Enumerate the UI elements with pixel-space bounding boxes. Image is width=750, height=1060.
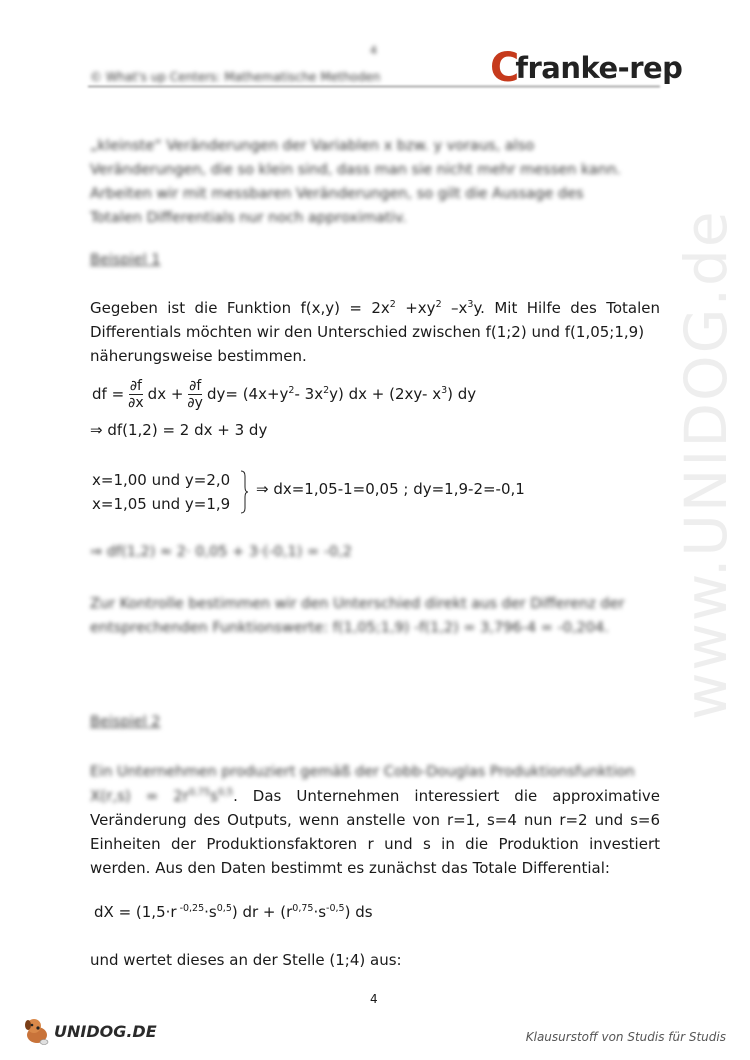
unidog-logo bbox=[22, 1016, 157, 1046]
partial-fx-fraction: $\frac{\partial f}{\partial x}$ bbox=[128, 377, 144, 411]
right-brace-icon bbox=[240, 470, 248, 514]
beispiel2-line3: Veränderung des Outputs, wenn anstelle von r=1, s=4 nun r=2 und s=6 bbox=[90, 811, 660, 829]
beispiel2-line1: Ein Unternehmen produziert gemäß der Cobb-Douglas Produktionsfunktion bbox=[90, 764, 635, 780]
beispiel2-title: Beispiel 2 bbox=[90, 714, 161, 730]
intro-line: Arbeiten wir mit messbaren Veränderungen, so gilt die Aussage des bbox=[90, 186, 584, 202]
intro-line: Totalen Differentials nur noch approximativ. bbox=[90, 210, 407, 226]
check-paragraph bbox=[90, 592, 660, 640]
franke-rep-logo bbox=[490, 45, 683, 91]
system-line: x=1,05 und y=1,9 bbox=[92, 495, 231, 513]
header-page-mark: 4 bbox=[370, 44, 377, 57]
beispiel1-line1: Gegeben ist die Funktion $f(x,y) = 2x^2 +xy^2$ $-x^3y$. Mit Hilfe des Totalen bbox=[90, 299, 660, 317]
logo-text: franke-rep bbox=[515, 51, 683, 85]
df-dx: dx + bbox=[147, 385, 184, 403]
header-source-text: © What's up Centers: Mathematische Methoden bbox=[90, 70, 381, 84]
footer-brand: UNIDOG.DE bbox=[54, 1021, 157, 1041]
dX-formula: dX = (1,5·r $^{-0,25}\cdot s^{0,5}$) dr + $(r^{0,75}\cdot s^{-0,5})$ ds bbox=[94, 903, 373, 921]
dog-icon bbox=[22, 1016, 52, 1046]
beispiel1-line2: Differentials möchten wir den Unterschied zwischen f(1;2) und f(1,05;1,9) bbox=[90, 323, 645, 341]
system-result: ⇒ dx=1,05-1=0,05 ; dy=1,9-2=-0,1 bbox=[256, 480, 525, 498]
partial-fy-fraction: $\frac{\partial f}{\partial y}$ bbox=[187, 377, 203, 411]
approx-line: ⇒ df(1,2) ≈ 2· 0,05 + 3·(-0,1) = -0,2 bbox=[90, 544, 353, 560]
check-line: entsprechenden Funktionswerte: f(1,05;1,9) -f(1,2) = 3,796-4 = -0,204. bbox=[90, 620, 609, 636]
beispiel2-line2: $X(r,s) = 2r^{0,75}s^{0,5}$. Das Unternehmen interessiert die approximative bbox=[90, 787, 660, 805]
logo-c-mark: C bbox=[490, 45, 520, 91]
beispiel2-line5: werden. Aus den Daten bestimmt es zunächst das Totale Differential: bbox=[90, 859, 610, 877]
beispiel2-last-line: und wertet dieses an der Stelle (1;4) aus: bbox=[90, 951, 402, 969]
beispiel1-title: Beispiel 1 bbox=[90, 252, 161, 268]
beispiel1-intro bbox=[90, 296, 660, 368]
intro-line: Veränderungen, die so klein sind, dass man sie nicht mehr messen kann. bbox=[90, 162, 622, 178]
df-dy: dy bbox=[206, 385, 226, 403]
system-line: x=1,00 und y=2,0 bbox=[92, 471, 231, 489]
footer-slogan: Klausurstoff von Studis für Studis bbox=[525, 1030, 726, 1044]
intro-line: „kleinste“ Veränderungen der Variablen x bzw. y voraus, also bbox=[90, 138, 535, 154]
check-line: Zur Kontrolle bestimmen wir den Unterschied direkt aus der Differenz der bbox=[90, 596, 625, 612]
watermark: www.UNIDOG.de bbox=[672, 209, 740, 720]
implies-line: ⇒ df(1,2) = 2 dx + 3 dy bbox=[90, 421, 268, 439]
beispiel2-paragraph bbox=[90, 784, 660, 880]
beispiel2-line4: Einheiten der Produktionsfaktoren r und s in die Produktion investiert bbox=[90, 835, 660, 853]
beispiel1-line3: näherungsweise bestimmen. bbox=[90, 347, 307, 365]
df-formula bbox=[92, 372, 476, 416]
intro-paragraph bbox=[90, 134, 660, 230]
page-number: 4 bbox=[370, 992, 378, 1006]
value-system bbox=[92, 468, 230, 516]
df-lhs: df = bbox=[92, 385, 125, 403]
df-rhs: = ($4x+y^2-$ $3x^2y$) dx + (2xy- $x^3$) dy bbox=[225, 385, 477, 403]
